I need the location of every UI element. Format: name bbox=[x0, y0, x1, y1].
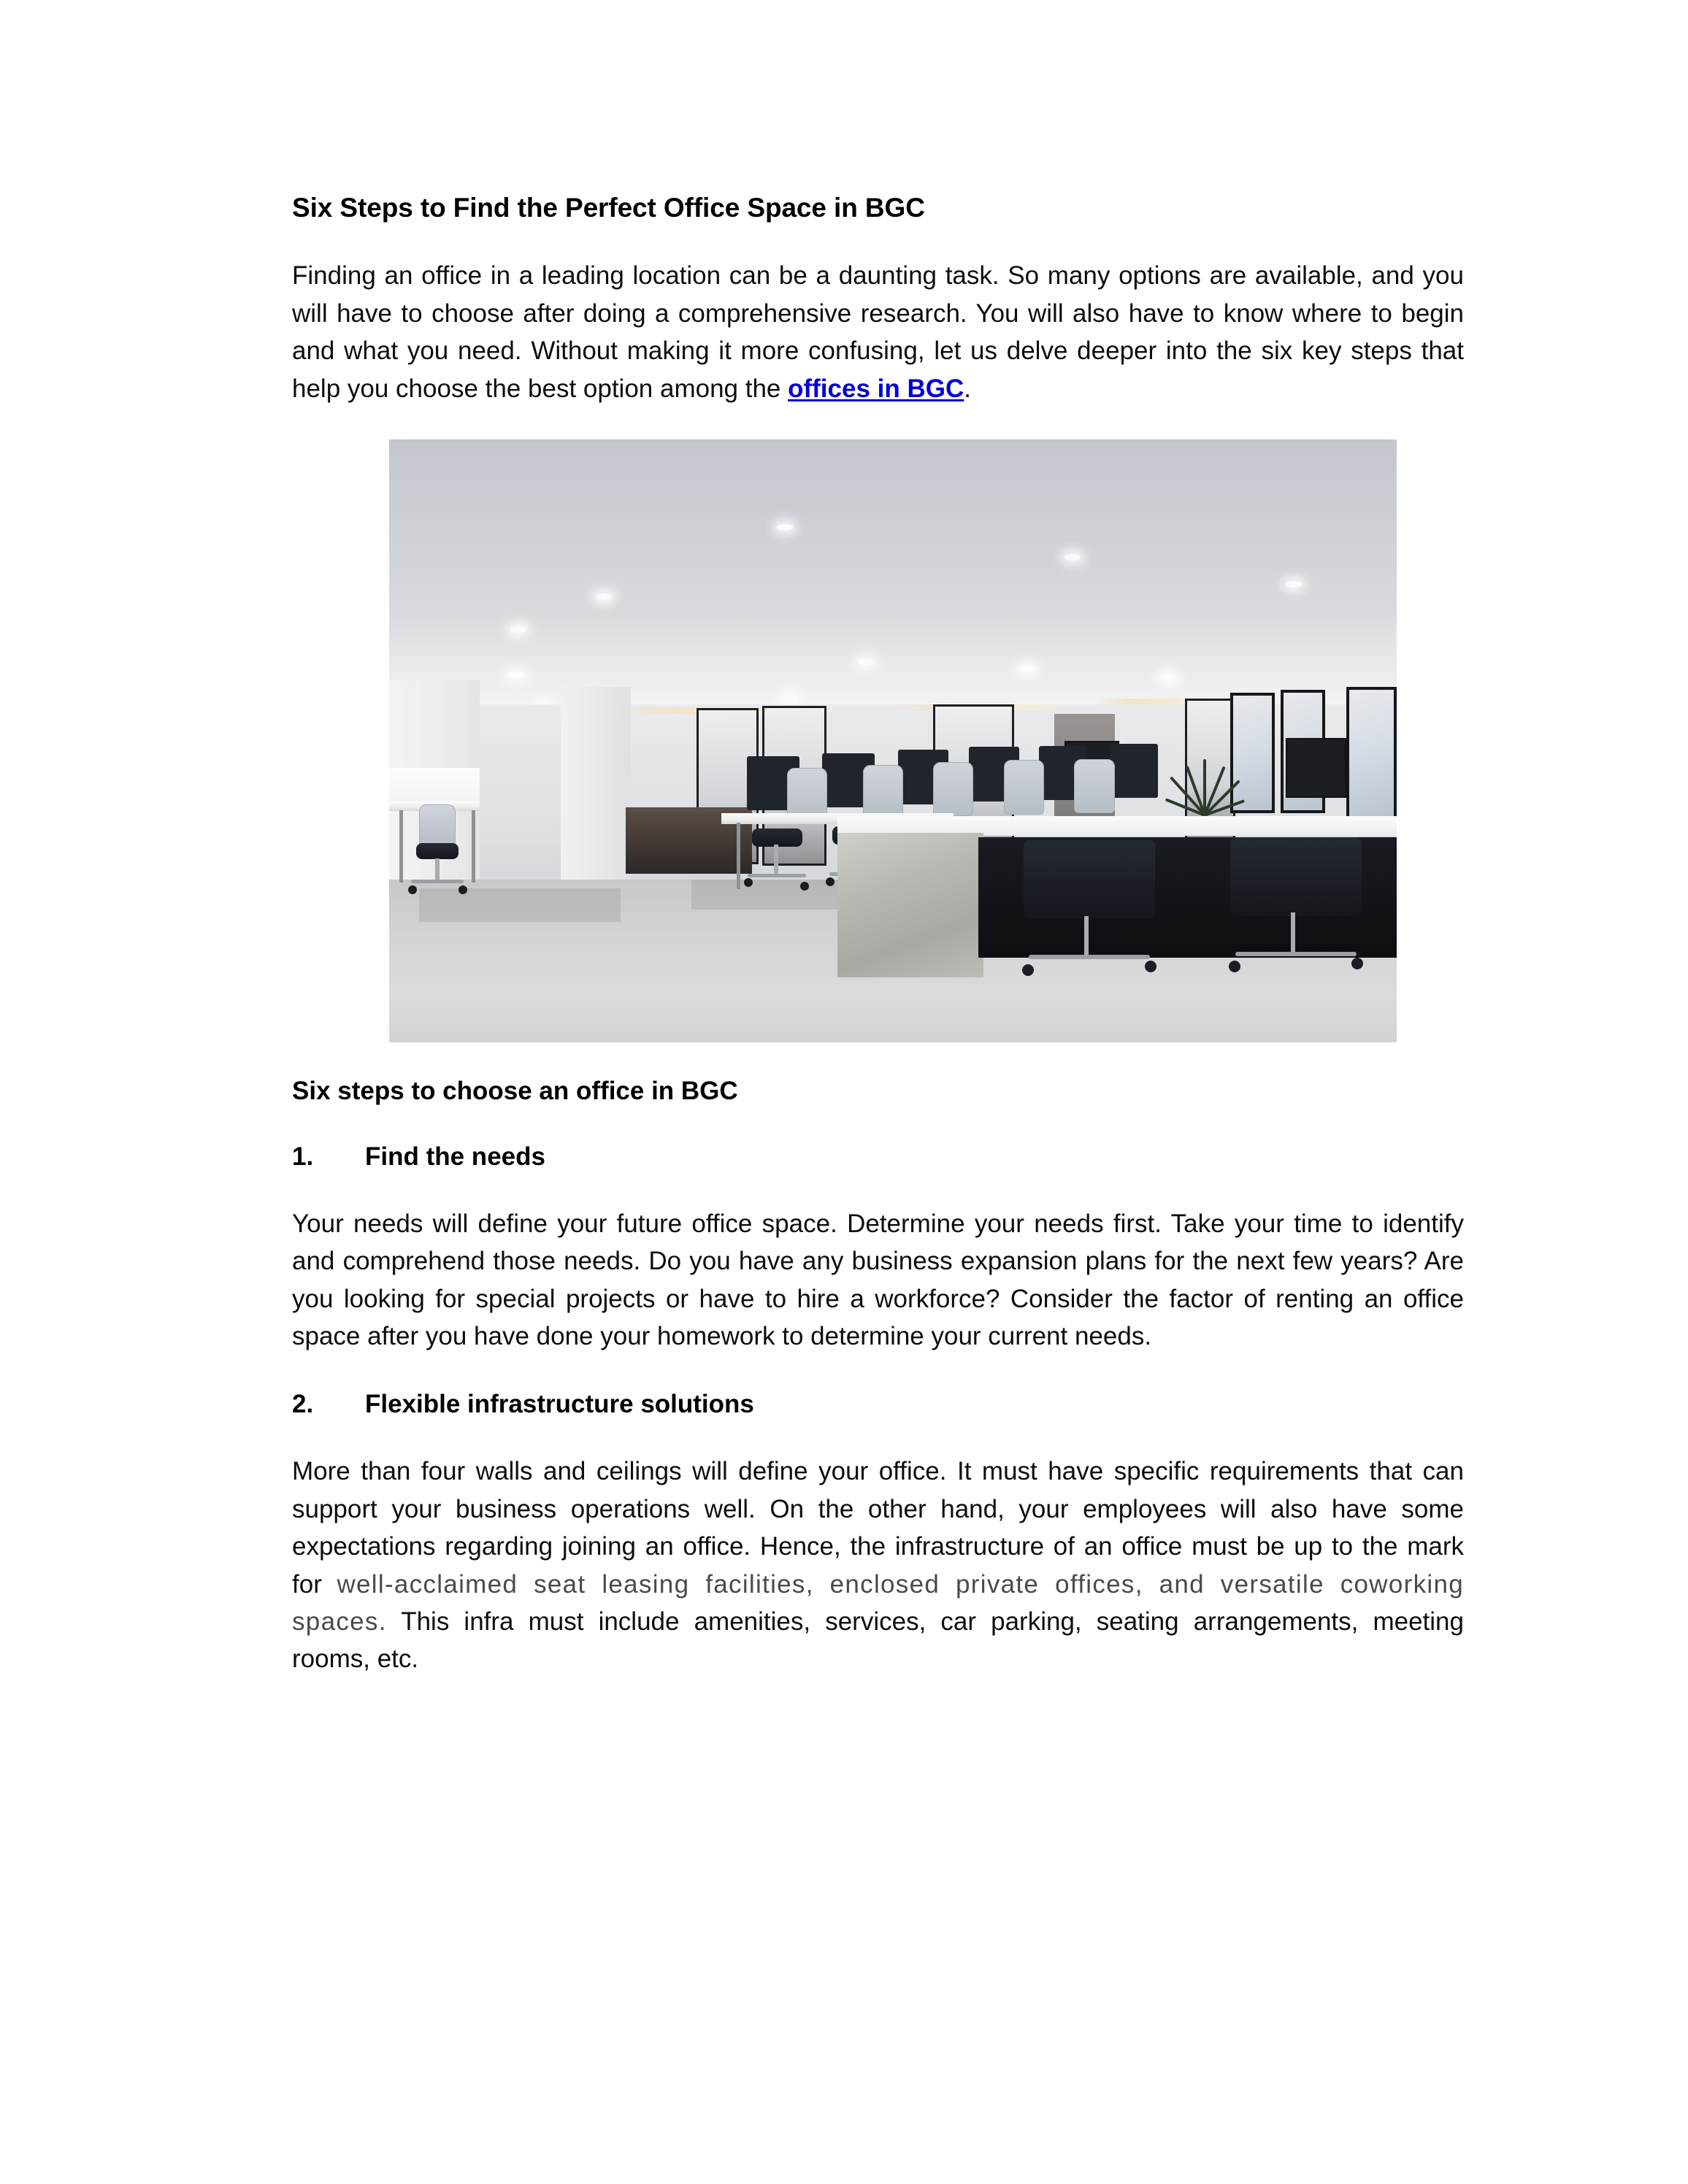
chair-caster bbox=[1229, 961, 1240, 972]
step-heading-2 bbox=[292, 1388, 1464, 1421]
chair-base bbox=[411, 880, 464, 883]
downlight-icon bbox=[777, 524, 793, 531]
chair-seat bbox=[752, 828, 802, 847]
monitor bbox=[1110, 744, 1158, 798]
intro-paragraph bbox=[292, 257, 1464, 407]
step-body-2-muted-run: well-acclaimed seat leasing facilities, enclosed private offices, and versatile coworking spaces. bbox=[292, 1569, 1464, 1636]
step-title-1: Find the needs bbox=[365, 1142, 545, 1171]
downlight-icon bbox=[1064, 554, 1081, 561]
mesh-task-chair bbox=[933, 762, 973, 816]
chair-stem bbox=[774, 845, 778, 874]
mesh-task-chair bbox=[419, 804, 456, 847]
chair-base bbox=[748, 874, 806, 877]
downlight-icon bbox=[508, 672, 524, 678]
step-title-2: Flexible infrastructure solutions bbox=[365, 1389, 754, 1418]
mesh-task-chair bbox=[1004, 760, 1044, 814]
step-body-2 bbox=[292, 1453, 1464, 1678]
chair-base bbox=[1029, 955, 1150, 959]
window bbox=[1346, 687, 1397, 820]
step-body-1: Your needs will define your future office space. Determine your needs first. Take your time to identify and comprehend those needs. Do you have any business expansion plans for the next few years? Are you looking for special projects or have to hire a workforce? Consider the factor of renting an office space after you have done your homework to determine your current needs. bbox=[292, 1210, 1464, 1351]
office-figure bbox=[292, 439, 1464, 1042]
leather-office-chair bbox=[1024, 840, 1154, 918]
chair-stem bbox=[1291, 912, 1295, 955]
page-title: Six Steps to Find the Perfect Office Space in BGC bbox=[292, 193, 925, 223]
mesh-task-chair bbox=[1074, 759, 1114, 813]
office-interior-image bbox=[389, 439, 1397, 1042]
section-heading: Six steps to choose an office in BGC bbox=[292, 1077, 738, 1105]
step-number-1: 1. bbox=[292, 1142, 314, 1171]
intro-text-after-link: . bbox=[964, 374, 971, 403]
offices-in-bgc-link[interactable]: offices in BGC bbox=[788, 374, 964, 403]
floor-tile-patch bbox=[419, 888, 621, 921]
chair-stem bbox=[1084, 916, 1089, 958]
desk-leg bbox=[399, 810, 403, 883]
chair-base bbox=[1235, 952, 1357, 956]
chair-caster bbox=[744, 878, 753, 887]
counter-side-panel bbox=[837, 833, 983, 977]
step-body-2-part1: More than four walls and ceilings will define your office. It must have specific requirements that can support your business operations well. On the other hand, your employees will also have some expectations regarding joining an office. Hence, the infrastructure of an office must be up to the mark for bbox=[292, 1457, 1464, 1599]
desk-leg bbox=[472, 810, 475, 883]
step-body-2-part2: This infra must include amenities, services, car parking, seating arrangements, meeting rooms, etc. bbox=[292, 1607, 1464, 1674]
intro-text-before-link: Finding an office in a leading location can be a daunting task. So many options are available, and you will have to choose after doing a comprehensive research. You will also have to know where to begin and what you need. Without making it more confusing, let us delve deeper into the six key steps that help you choose the best option among the bbox=[292, 261, 1464, 403]
step-number-2: 2. bbox=[292, 1389, 314, 1418]
mesh-task-chair bbox=[863, 765, 903, 819]
step-heading-1 bbox=[292, 1140, 1464, 1174]
wall-column-middle bbox=[561, 687, 632, 904]
downlight-icon bbox=[1160, 674, 1176, 681]
downlight-icon bbox=[1019, 666, 1035, 672]
ceiling bbox=[389, 439, 1397, 711]
potted-plant bbox=[1160, 741, 1251, 826]
wall-mounted-screen bbox=[1286, 738, 1346, 799]
downlight-icon bbox=[510, 626, 526, 633]
chair-seat bbox=[416, 843, 459, 858]
leather-office-chair bbox=[1230, 837, 1361, 915]
chair-caster bbox=[826, 877, 835, 886]
document-body bbox=[292, 191, 1464, 1678]
chair-caster bbox=[1022, 964, 1034, 976]
desk-leg bbox=[737, 823, 740, 889]
